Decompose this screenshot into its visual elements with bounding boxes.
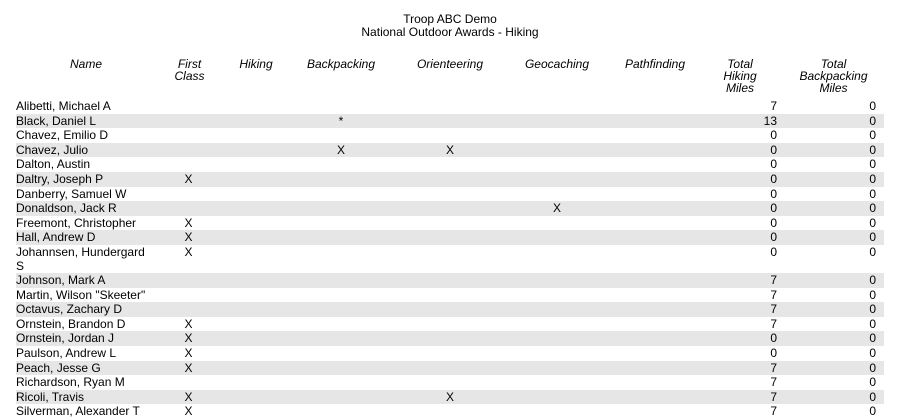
cell-orienteering xyxy=(391,404,509,419)
cell-orienteering xyxy=(391,331,509,346)
table-row xyxy=(16,143,884,158)
cell-first-class xyxy=(156,273,221,288)
cell-pathfinding xyxy=(605,346,705,361)
cell-total-backpacking-miles: 0 xyxy=(783,143,884,158)
cell-backpacking xyxy=(291,128,391,143)
cell-total-backpacking-miles: 0 xyxy=(783,172,884,187)
cell-pathfinding xyxy=(605,128,705,143)
cell-geocaching xyxy=(509,273,605,288)
cell-hiking xyxy=(221,361,291,376)
table-row xyxy=(16,273,884,288)
cell-first-class xyxy=(156,288,221,303)
cell-total-hiking-miles: 0 xyxy=(705,230,783,245)
cell-first-class: X xyxy=(156,361,221,376)
cell-hiking xyxy=(221,375,291,390)
cell-geocaching xyxy=(509,157,605,172)
table-row xyxy=(16,216,884,231)
table-row xyxy=(16,230,884,245)
cell-pathfinding xyxy=(605,404,705,419)
cell-name: Black, Daniel L xyxy=(16,114,156,129)
cell-total-backpacking-miles: 0 xyxy=(783,390,884,405)
cell-backpacking xyxy=(291,288,391,303)
cell-total-hiking-miles: 0 xyxy=(770,345,777,360)
cell-name: Chavez, Emilio D xyxy=(16,128,109,143)
cell-name: Johannsen, Hundergard S xyxy=(16,244,145,273)
cell-total-backpacking-miles: 0 xyxy=(869,375,876,390)
cell-geocaching xyxy=(509,361,605,376)
cell-backpacking xyxy=(291,375,391,390)
cell-backpacking xyxy=(291,361,391,376)
cell-total-backpacking-miles: 0 xyxy=(783,302,884,317)
col-header-orienteering: Orienteering xyxy=(416,57,484,71)
cell-pathfinding xyxy=(605,273,705,288)
table-row xyxy=(16,288,884,303)
cell-total-hiking-miles: 0 xyxy=(705,143,783,158)
cell-name: Ornstein, Brandon D xyxy=(16,316,126,331)
cell-pathfinding xyxy=(605,245,705,273)
cell-orienteering xyxy=(391,114,509,129)
cell-pathfinding xyxy=(605,302,705,317)
cell-total-hiking-miles: 0 xyxy=(705,201,783,216)
cell-name: Silverman, Alexander T xyxy=(16,404,140,419)
table-row xyxy=(16,390,884,405)
cell-hiking xyxy=(221,302,291,317)
cell-total-hiking-miles: 7 xyxy=(705,273,783,288)
cell-pathfinding xyxy=(605,288,705,303)
cell-orienteering xyxy=(391,302,509,317)
cell-first-class xyxy=(156,128,221,143)
cell-backpacking: X xyxy=(291,143,391,158)
cell-first-class: X xyxy=(184,215,193,230)
cell-backpacking xyxy=(291,230,391,245)
cell-pathfinding xyxy=(605,157,705,172)
cell-backpacking xyxy=(291,187,391,202)
cell-backpacking xyxy=(291,346,391,361)
cell-hiking xyxy=(221,288,291,303)
cell-hiking xyxy=(221,143,291,158)
cell-pathfinding xyxy=(605,114,705,129)
cell-name: Freemont, Christopher xyxy=(16,215,137,230)
cell-pathfinding xyxy=(605,143,705,158)
cell-first-class xyxy=(156,302,221,317)
cell-orienteering xyxy=(391,288,509,303)
cell-total-hiking-miles: 7 xyxy=(705,361,783,376)
cell-total-hiking-miles: 7 xyxy=(705,390,783,405)
cell-total-backpacking-miles: 0 xyxy=(869,345,876,360)
cell-geocaching xyxy=(509,302,605,317)
cell-first-class xyxy=(156,201,221,216)
cell-pathfinding xyxy=(605,361,705,376)
cell-name: Hall, Andrew D xyxy=(16,230,156,245)
cell-first-class xyxy=(156,143,221,158)
cell-geocaching: X xyxy=(509,201,605,216)
cell-first-class: X xyxy=(184,404,193,419)
cell-pathfinding xyxy=(605,216,705,231)
report-subtitle: National Outdoor Awards - Hiking xyxy=(361,25,539,39)
cell-geocaching xyxy=(509,404,605,419)
cell-total-hiking-miles: 0 xyxy=(770,128,777,143)
cell-first-class xyxy=(156,187,221,202)
cell-hiking xyxy=(221,157,291,172)
cell-total-hiking-miles: 0 xyxy=(770,157,777,172)
cell-orienteering xyxy=(391,172,509,187)
cell-total-hiking-miles: 0 xyxy=(705,331,783,346)
cell-total-backpacking-miles: 0 xyxy=(869,99,876,113)
cell-orienteering xyxy=(391,157,509,172)
cell-total-backpacking-miles: 0 xyxy=(869,186,876,201)
cell-total-hiking-miles: 7 xyxy=(770,375,777,390)
cell-total-backpacking-miles: 0 xyxy=(869,316,876,331)
cell-name: Ornstein, Jordan J xyxy=(16,331,156,346)
col-header-pathfinding: Pathfinding xyxy=(624,57,686,71)
cell-hiking xyxy=(221,128,291,143)
table-body xyxy=(16,99,884,419)
table-row xyxy=(16,245,884,273)
table-row xyxy=(16,346,884,361)
cell-name: Chavez, Julio xyxy=(16,143,156,158)
cell-first-class xyxy=(156,99,221,114)
cell-orienteering xyxy=(391,216,509,231)
cell-geocaching xyxy=(509,230,605,245)
table-row xyxy=(16,99,884,114)
col-header-name: Name xyxy=(69,57,102,71)
cell-total-hiking-miles: 0 xyxy=(770,244,777,259)
cell-pathfinding xyxy=(605,99,705,114)
cell-geocaching xyxy=(509,245,605,273)
cell-hiking xyxy=(221,317,291,332)
report-header xyxy=(0,13,900,39)
cell-pathfinding xyxy=(605,230,705,245)
cell-name: Daltry, Joseph P xyxy=(16,172,156,187)
cell-first-class xyxy=(156,114,221,129)
cell-hiking xyxy=(221,187,291,202)
cell-hiking xyxy=(221,172,291,187)
cell-backpacking xyxy=(291,99,391,114)
cell-orienteering xyxy=(391,128,509,143)
awards-table xyxy=(16,58,884,419)
cell-orienteering: X xyxy=(391,143,509,158)
cell-orienteering xyxy=(391,187,509,202)
cell-hiking xyxy=(221,346,291,361)
cell-total-backpacking-miles: 0 xyxy=(869,404,876,419)
col-header-geocaching: Geocaching xyxy=(524,57,590,71)
cell-orienteering xyxy=(391,375,509,390)
cell-orienteering xyxy=(391,245,509,273)
cell-name: Richardson, Ryan M xyxy=(16,375,125,390)
cell-geocaching xyxy=(509,187,605,202)
cell-backpacking xyxy=(291,390,391,405)
cell-total-hiking-miles: 7 xyxy=(770,287,777,302)
cell-backpacking xyxy=(291,172,391,187)
cell-name: Ricoli, Travis xyxy=(16,390,156,405)
cell-geocaching xyxy=(509,172,605,187)
cell-geocaching xyxy=(509,216,605,231)
cell-total-backpacking-miles: 0 xyxy=(783,273,884,288)
cell-name: Danberry, Samuel W xyxy=(16,186,127,201)
cell-orienteering: X xyxy=(391,390,509,405)
cell-geocaching xyxy=(509,346,605,361)
cell-hiking xyxy=(221,201,291,216)
cell-orienteering xyxy=(391,201,509,216)
cell-total-hiking-miles: 13 xyxy=(705,114,783,129)
cell-pathfinding xyxy=(605,172,705,187)
cell-first-class: X xyxy=(156,331,221,346)
cell-name: Martin, Wilson "Skeeter" xyxy=(16,287,146,302)
cell-backpacking xyxy=(291,201,391,216)
cell-pathfinding xyxy=(605,201,705,216)
cell-pathfinding xyxy=(605,331,705,346)
cell-first-class: X xyxy=(156,172,221,187)
col-header-first-class: First Class xyxy=(174,57,205,83)
cell-first-class: X xyxy=(184,316,193,331)
cell-geocaching xyxy=(509,331,605,346)
cell-total-backpacking-miles: 0 xyxy=(869,215,876,230)
cell-total-hiking-miles: 7 xyxy=(770,316,777,331)
header-row xyxy=(16,58,884,99)
cell-name: Dalton, Austin xyxy=(16,157,91,172)
cell-name: Peach, Jesse G xyxy=(16,361,156,376)
cell-geocaching xyxy=(509,288,605,303)
cell-backpacking: * xyxy=(291,114,391,129)
cell-geocaching xyxy=(509,128,605,143)
table-row xyxy=(16,404,884,419)
table-row xyxy=(16,302,884,317)
cell-pathfinding xyxy=(605,317,705,332)
cell-orienteering xyxy=(391,230,509,245)
table-row xyxy=(16,331,884,346)
cell-orienteering xyxy=(391,361,509,376)
cell-total-backpacking-miles: 0 xyxy=(783,331,884,346)
cell-name: Paulson, Andrew L xyxy=(16,345,117,360)
table-row xyxy=(16,114,884,129)
cell-backpacking xyxy=(291,404,391,419)
cell-total-hiking-miles: 0 xyxy=(770,186,777,201)
cell-first-class xyxy=(156,375,221,390)
cell-pathfinding xyxy=(605,187,705,202)
cell-total-hiking-miles: 7 xyxy=(705,302,783,317)
cell-geocaching xyxy=(509,143,605,158)
cell-name: Alibetti, Michael A xyxy=(16,99,111,113)
table-row xyxy=(16,172,884,187)
cell-total-backpacking-miles: 0 xyxy=(783,230,884,245)
cell-first-class: X xyxy=(156,390,221,405)
cell-total-backpacking-miles: 0 xyxy=(783,201,884,216)
cell-total-backpacking-miles: 0 xyxy=(869,287,876,302)
table-row xyxy=(16,201,884,216)
cell-first-class: X xyxy=(184,244,193,259)
cell-orienteering xyxy=(391,317,509,332)
col-header-total-backpacking-miles: Total Backpacking Miles xyxy=(799,57,868,95)
cell-hiking xyxy=(221,99,291,114)
cell-first-class: X xyxy=(156,230,221,245)
cell-backpacking xyxy=(291,216,391,231)
cell-total-hiking-miles: 7 xyxy=(770,404,777,419)
cell-hiking xyxy=(221,230,291,245)
cell-hiking xyxy=(221,331,291,346)
cell-total-backpacking-miles: 0 xyxy=(783,361,884,376)
cell-orienteering xyxy=(391,273,509,288)
cell-total-hiking-miles: 0 xyxy=(770,215,777,230)
table-row xyxy=(16,361,884,376)
cell-first-class: X xyxy=(184,345,193,360)
cell-backpacking xyxy=(291,157,391,172)
cell-name: Donaldson, Jack R xyxy=(16,201,156,216)
cell-pathfinding xyxy=(605,375,705,390)
cell-backpacking xyxy=(291,302,391,317)
cell-geocaching xyxy=(509,317,605,332)
cell-total-backpacking-miles: 0 xyxy=(869,244,876,259)
table-row xyxy=(16,157,884,172)
col-header-hiking: Hiking xyxy=(239,57,273,71)
cell-backpacking xyxy=(291,317,391,332)
cell-hiking xyxy=(221,404,291,419)
cell-geocaching xyxy=(509,390,605,405)
cell-first-class xyxy=(156,157,221,172)
cell-total-backpacking-miles: 0 xyxy=(783,114,884,129)
cell-geocaching xyxy=(509,114,605,129)
cell-backpacking xyxy=(291,273,391,288)
table-row xyxy=(16,128,884,143)
cell-total-hiking-miles: 7 xyxy=(770,99,777,113)
cell-total-hiking-miles: 0 xyxy=(705,172,783,187)
cell-name: Johnson, Mark A xyxy=(16,273,156,288)
cell-geocaching xyxy=(509,375,605,390)
table-row xyxy=(16,317,884,332)
cell-hiking xyxy=(221,273,291,288)
cell-hiking xyxy=(221,114,291,129)
cell-name: Octavus, Zachary D xyxy=(16,302,156,317)
cell-total-backpacking-miles: 0 xyxy=(869,157,876,172)
cell-hiking xyxy=(221,216,291,231)
report-title: Troop ABC Demo xyxy=(403,12,497,26)
cell-hiking xyxy=(221,245,291,273)
table-row xyxy=(16,187,884,202)
cell-geocaching xyxy=(509,99,605,114)
cell-pathfinding xyxy=(605,390,705,405)
cell-orienteering xyxy=(391,346,509,361)
cell-backpacking xyxy=(291,331,391,346)
col-header-total-hiking-miles: Total Hiking Miles xyxy=(723,57,757,95)
table-row xyxy=(16,375,884,390)
cell-orienteering xyxy=(391,99,509,114)
cell-backpacking xyxy=(291,245,391,273)
col-header-backpacking: Backpacking xyxy=(306,57,376,71)
cell-hiking xyxy=(221,390,291,405)
cell-total-backpacking-miles: 0 xyxy=(869,128,876,143)
